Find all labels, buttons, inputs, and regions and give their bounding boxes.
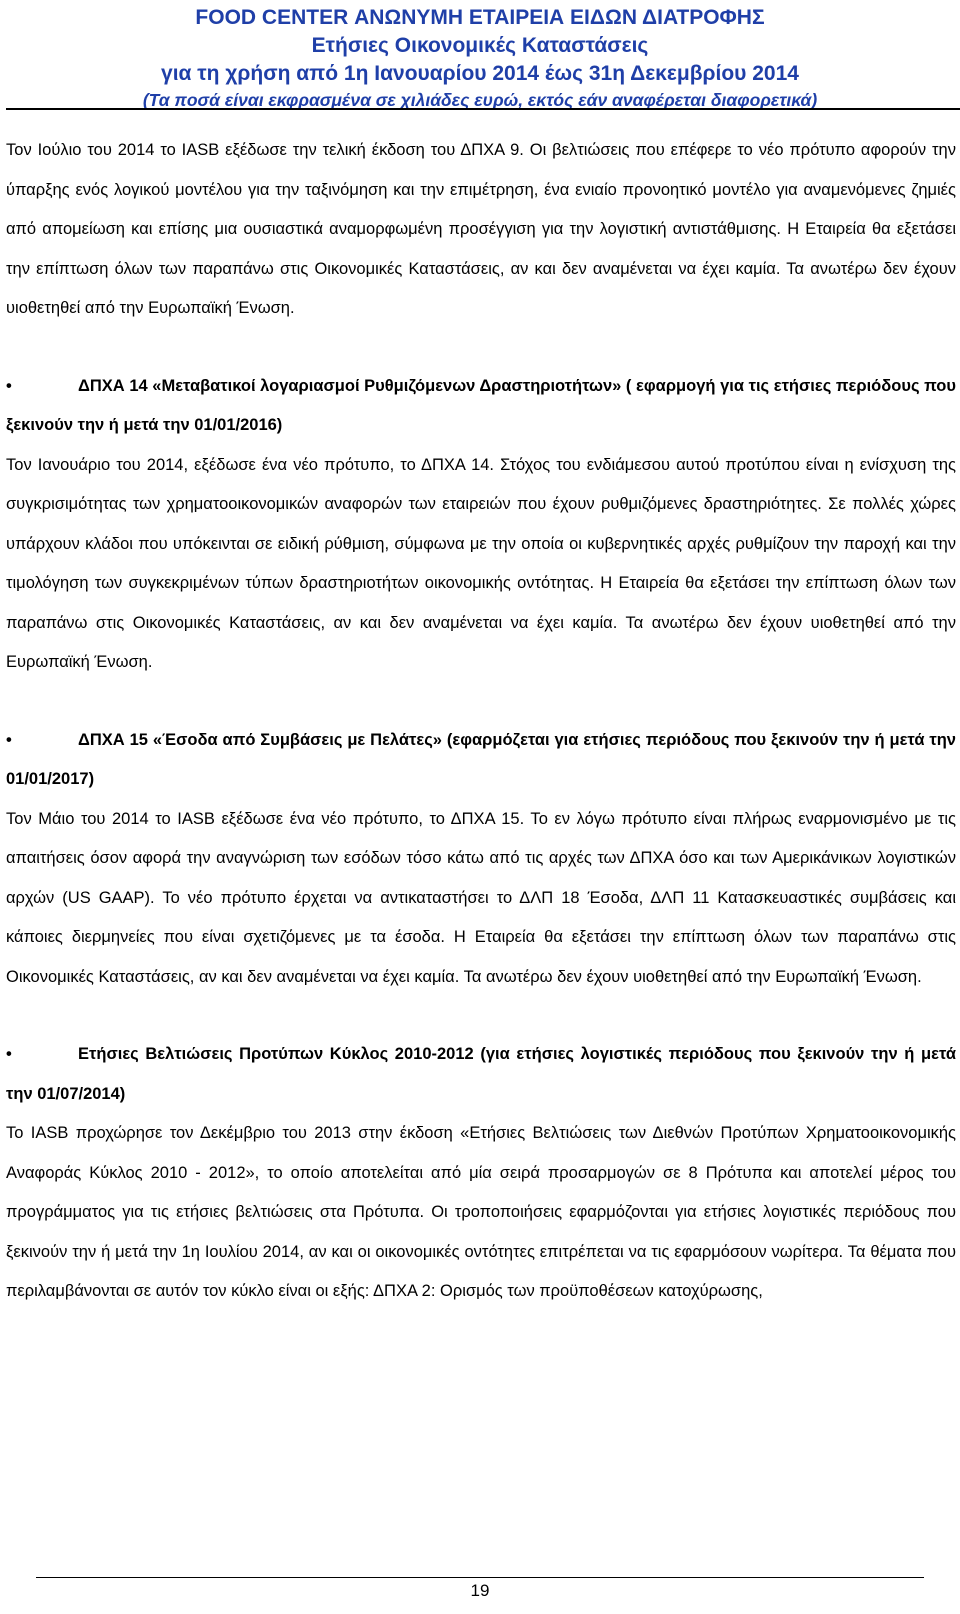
footer-rule (36, 1577, 924, 1578)
page-header (0, 4, 960, 112)
section-title-text: ΔΠΧΑ 14 «Μεταβατικοί λογαριασμοί Ρυθμιζόμενων Δραστηριοτήτων» ( εφαρμογή για τις ετήσιες περιόδους που ξεκινούν την ή μετά την 01/01/2016) (6, 376, 956, 434)
reporting-period: για τη χρήση από 1η Ιανουαρίου 2014 έως 31η Δεκεμβρίου 2014 (161, 62, 799, 85)
intro-paragraph: Τον Ιούλιο του 2014 το IASB εξέδωσε την τελική έκδοση του ΔΠΧΑ 9. Οι βελτιώσεις που επέφερε το νέο πρότυπο αφορούν την ύπαρξης ενός λογικού μοντέλου για την ταξινόμηση και την επιμέτρηση, ένα ενιαίο προνοητικό μοντέλο για αναμενόμενες ζημιές από απομείωση και επίσης μια ουσιαστικά αναμορφωμένη προσέγγιση για την λογιστική αντιστάθμισης. Η Εταιρεία θα εξετάσει την επίπτωση όλων των παραπάνω στις Οικονομικές Καταστάσεις, αν και δεν αναμένεται να έχει καμία. Τα ανωτέρω δεν έχουν υιοθετηθεί από την Ευρωπαϊκή Ένωση. (6, 141, 956, 317)
document-body (6, 131, 956, 1312)
section-ifrs14-text: Τον Ιανουάριο του 2014, εξέδωσε ένα νέο πρότυπο, το ΔΠΧΑ 14. Στόχος του ενδιάμεσου αυτού προτύπου είναι η ενίσχυση της συγκρισιμότητας των χρηματοοικονομικών αναφορών των εταιρειών που έχουν ρυθμιζόμενες δραστηριότητες. Σε πολλές χώρες υπάρχουν κλάδοι που υπόκεινται σε ειδική ρύθμιση, σύμφωνα με την οποία οι κυβερνητικές αρχές ρυθμίζουν την παροχή και την τιμολόγηση των συγκεκριμένων τύπων δραστηριοτήτων οικονομικής οντότητας. Η Εταιρεία θα εξετάσει την επίπτωση όλων των παραπάνω στις Οικονομικές Καταστάσεις, αν και δεν αναμένεται να έχει καμία. Τα ανωτέρω δεν έχουν υιοθετηθεί από την Ευρωπαϊκή Ένωση. (6, 455, 956, 671)
section-title-text: ΔΠΧΑ 15 «Έσοδα από Συμβάσεις με Πελάτες» (εφαρμόζεται για ετήσιες περιόδους που ξεκινούν την ή μετά την 01/01/2017) (6, 730, 956, 788)
section-annual-improvements-text: Το IASB προχώρησε τον Δεκέμβριο του 2013 στην έκδοση «Ετήσιες Βελτιώσεις των Διεθνών Προτύπων Χρηματοοικονομικής Αναφοράς Κύκλος 2010 - 2012», το οποίο αποτελείται από μία σειρά προσαρμογών σε 8 Πρότυπα και αποτελεί μέρος του προγράμματος για τις ετήσιες βελτιώσεις στα Πρότυπα. Οι τροποποιήσεις εφαρμόζονται για ετήσιες λογιστικές περιόδους που ξεκινούν την ή μετά την 1η Ιουλίου 2014, αν και οι οικονομικές οντότητες επιτρέπεται να τις εφαρμόσουν νωρίτερα. Τα θέματα που περιλαμβάνονται σε αυτόν τον κύκλο είναι οι εξής: ΔΠΧΑ 2: Ορισμός των προϋποθέσεων κατοχύρωσης, (6, 1124, 956, 1300)
page-number: 19 (470, 1581, 490, 1600)
section-annual-improvements-title (6, 1035, 956, 1114)
header-rule (6, 108, 960, 110)
bullet-icon: • (6, 376, 12, 395)
company-name: FOOD CENTER ΑΝΩΝΥΜΗ ΕΤΑΙΡΕΙΑ ΕΙΔΩΝ ΔΙΑΤΡΟΦΗΣ (195, 6, 765, 29)
section-ifrs15-text: Τον Μάιο του 2014 το IASB εξέδωσε ένα νέο πρότυπο, το ΔΠΧΑ 15. Το εν λόγω πρότυπο είναι πλήρως εναρμονισμένο με τις απαιτήσεις όσον αφορά την αναγνώριση των εσόδων τόσο κάτω από τις αρχές των ΔΠΧΑ όσο και των Αμερικάνικων λογιστικών αρχών (US GAAP). Το νέο πρότυπο έρχεται να αντικαταστήσει το ΔΛΠ 18 Έσοδα, ΔΛΠ 11 Κατασκευαστικές συμβάσεις και κάποιες διερμηνείες που είναι σχετιζόμενες με τα έσοδα. Η Εταιρεία θα εξετάσει την επίπτωση όλων των παραπάνω στις Οικονομικές Καταστάσεις, αν και δεν αναμένεται να έχει καμία. Τα ανωτέρω δεν έχουν υιοθετηθεί από την Ευρωπαϊκή Ένωση. (6, 809, 956, 986)
section-title-text: Ετήσιες Βελτιώσεις Προτύπων Κύκλος 2010-2012 (για ετήσιες λογιστικές περιόδους που ξεκινούν την ή μετά την 01/07/2014) (6, 1045, 956, 1103)
section-ifrs15-title (6, 721, 956, 800)
document-title: Ετήσιες Οικονομικές Καταστάσεις (311, 34, 649, 57)
bullet-icon: • (6, 1045, 12, 1063)
bullet-icon: • (6, 730, 12, 749)
section-ifrs14-title (6, 367, 956, 446)
amounts-note: (Τα ποσά είναι εκφρασμένα σε χιλιάδες ευρώ, εκτός εάν αναφέρεται διαφορετικά) (142, 90, 818, 110)
